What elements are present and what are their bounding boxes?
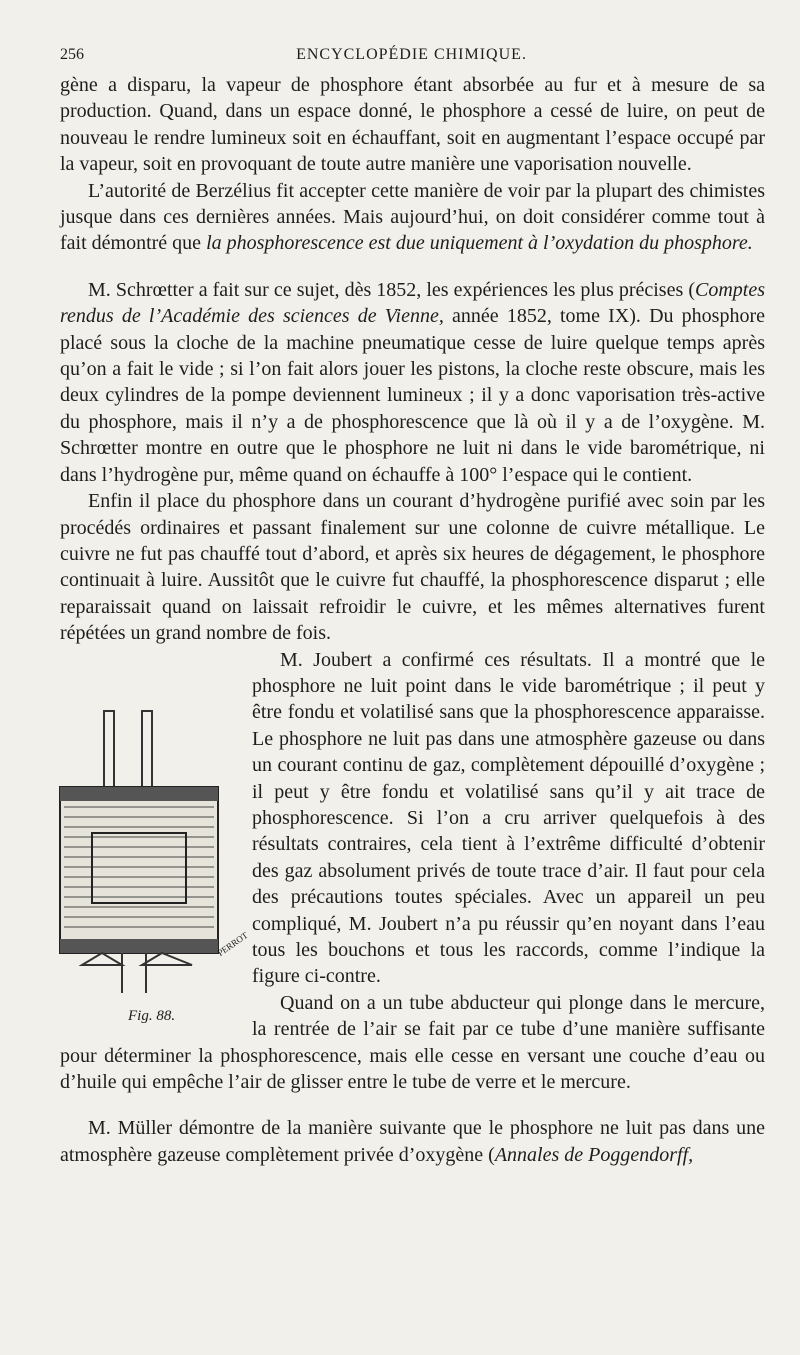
figure-caption: Fig. 88.	[128, 1007, 176, 1024]
paragraph-4: Enfin il place du phosphore dans un courant d’hydrogène purifié avec soin par les procédés ordinaires et passant finalement sur une colonne de cuivre métallique. Le cuivre ne fut pas chauffé tout d’abord, et après six heures de dégagement, le phosphore continuait à luire. Aussitôt que le cuivre fut chauffé, la phosphorescence disparut ; elle reparaissait quand on laissait refroidir le cuivre, et les mêmes alternatives furent répétées un grand nombre de fois.	[60, 490, 765, 645]
paragraph-6: Quand on a un tube abducteur qui plonge dans le mercure, la rentrée de l’air se fait par ce tube d’une manière suffisante pour déterminer la phosphorescence, mais elle cesse en versant une couche d’eau ou d’huile qui empêche l’air de glisser entre le tube de verre et le mercure.	[60, 991, 765, 1094]
paragraph-7	[60, 1115, 765, 1168]
paragraph-1: gène a disparu, la vapeur de phosphore étant absorbée au fur et à mesure de sa production. Quand, dans un espace donné, le phosphore a cessé de luire, on peut de nouveau le rendre lumineux soit en échauffant, soit en augmentant l’espace occupé par la vapeur, soit en provoquant de toute autre manière une vaporisation nouvelle.	[60, 74, 765, 176]
page-number: 256	[60, 46, 84, 63]
paragraph-2-text: L’autorité de Berzélius fit accepter cette manière de voir par la plupart des chimistes jusque dans ces dernières années. Mais aujourd’hui, on doit considérer comme tout à fait démontré que	[60, 179, 765, 255]
paragraph-3-b: année 1852, tome IX). Du phosphore placé sous la cloche de la machine pneumatique cesse de luire quelque temps après qu’on a fait le vide ; si l’on fait alors jouer les pistons, la cloche reste obscure, mais les deux cylindres de la pompe deviennent lumineux ; il y a donc vaporisation très-active du phosphore, mais il n’y a de phosphorescence que là où il y a de l’oxygène. M. Schrœtter montre en outre que le phosphore ne luit ni dans le vide barométrique, ni dans l’hydrogène pur, même quand on échauffe à 100° l’espace qui le contient.	[60, 305, 766, 486]
paragraph-2	[60, 178, 765, 257]
paragraph-7-a: M. Müller démontre de la manière suivante que le phosphore ne luit pas dans une atmosphère gazeuse complètement privée d’oxygène (	[60, 1117, 765, 1166]
document-page	[60, 46, 765, 1168]
figure-88	[42, 703, 250, 1031]
paragraph-3-a: M. Schrœtter a fait sur ce sujet, dès 1852, les expériences les plus précises (	[88, 278, 695, 301]
paragraph-2-italic: la phosphorescence est due uniquement à l’oxydation du phosphore.	[206, 232, 753, 255]
paragraph-5-text: M. Joubert a confirmé ces résultats. Il a montré que le phosphore ne luit point dans le vide barométrique ; il peut y être fondu et volatilisé sans que la phosphorescence apparaisse. Le phosphore ne luit pas dans une atmosphère gazeuse ou dans un courant continu de gaz, complètement dépouillé d’oxygène ; il peut y être fondu et volatilisé sans qu’il y ait trace de phosphorescence. Si l’on a cru arriver quelquefois à des résultats contraires, cela tient à l’extrême difficulté d’obtenir des gaz absolument privés de toute trace d’air. Il faut pour cela des précautions toutes spéciales. Avec un appareil un peu compliqué, M. Joubert n’a pu réussir qu’en noyant dans l’eau tous les bouchons et tous les raccords, comme l’indique la figure ci-contre.	[252, 648, 765, 988]
paragraph-5	[60, 647, 765, 1024]
engraver-signature: PERROT	[215, 929, 250, 958]
paragraph-3-italic: Comptes rendus de l’Académie des sciences de Vienne,	[60, 278, 765, 328]
paragraph-3	[60, 277, 765, 488]
paragraph-7-italic: Annales de Poggendorff,	[494, 1143, 694, 1166]
running-title: ENCYCLOPÉDIE CHIMIQUE.	[296, 46, 527, 63]
page-header	[60, 46, 765, 72]
